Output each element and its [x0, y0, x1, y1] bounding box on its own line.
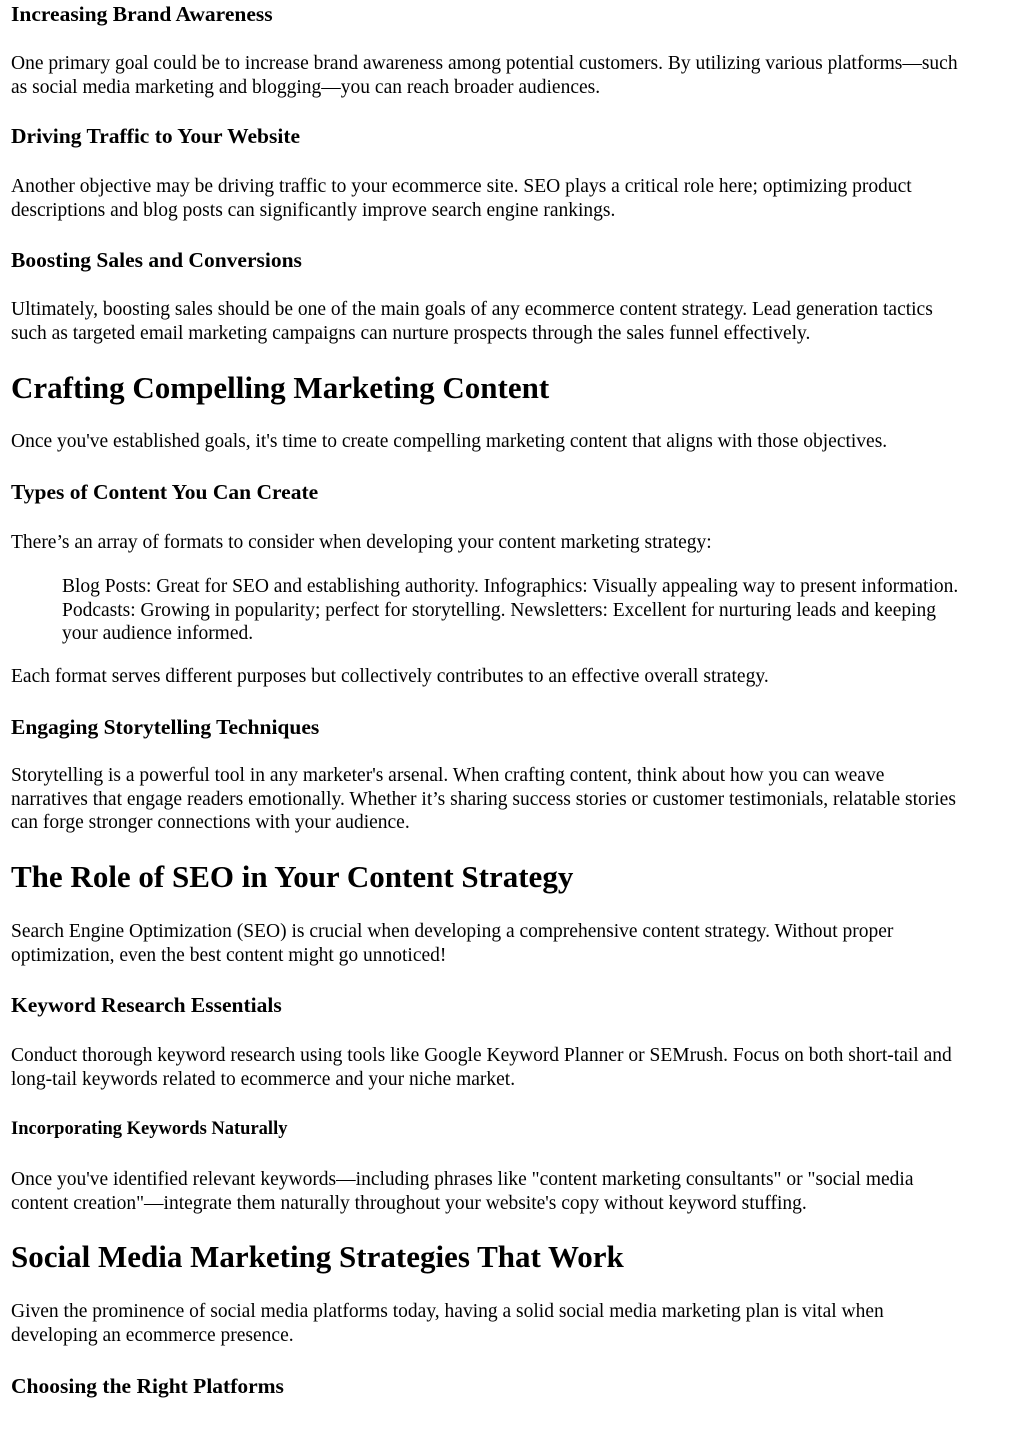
paragraph-line: Another objective may be driving traffic to your ecommerce site. SEO plays a critical role here; optimizing product — [11, 176, 912, 197]
paragraph-format-summary — [11, 665, 769, 689]
heading-driving-traffic: Driving Traffic to Your Website — [11, 124, 301, 148]
paragraph-boosting-sales — [11, 298, 933, 345]
paragraph-line: narratives that engage readers emotionally. Whether it’s sharing success stories or customer testimonials, relatable stories — [11, 788, 956, 810]
blockquote-line: your audience informed. — [62, 623, 254, 644]
heading-boosting-sales: Boosting Sales and Conversions — [11, 248, 302, 272]
paragraph-line: Each format serves different purposes but collectively contributes to an effective overall strategy. — [11, 666, 769, 687]
heading-crafting-compelling-content: Crafting Compelling Marketing Content — [11, 370, 550, 405]
heading-social-media-strategies: Social Media Marketing Strategies That Work — [11, 1239, 624, 1274]
heading-choosing-platforms: Choosing the Right Platforms — [11, 1374, 284, 1398]
blockquote-line: Podcasts: Growing in popularity; perfect for storytelling. Newsletters: Excellent for nurturing leads and keeping — [62, 599, 937, 621]
heading-increasing-brand-awareness: Increasing Brand Awareness — [11, 2, 273, 26]
paragraph-line: optimization, even the best content might go unnoticed! — [11, 944, 447, 966]
paragraph-line: Given the prominence of social media platforms today, having a solid social media marketing plan is vital when — [11, 1301, 884, 1322]
paragraph-line: Storytelling is a powerful tool in any marketer's arsenal. When crafting content, think about how you can weave — [11, 765, 885, 786]
heading-types-of-content: Types of Content You Can Create — [11, 480, 319, 504]
paragraph-line: Ultimately, boosting sales should be one of the main goals of any ecommerce content strategy. Lead generation tactics — [11, 299, 933, 320]
paragraph-storytelling — [11, 764, 956, 835]
paragraph-line: Conduct thorough keyword research using tools like Google Keyword Planner or SEMrush. Focus on both short-tail and — [11, 1045, 952, 1066]
content-formats-blockquote — [62, 575, 958, 646]
paragraph-incorporating-keywords — [11, 1168, 913, 1215]
paragraph-crafting-content — [11, 430, 887, 454]
paragraph-role-of-seo — [11, 920, 893, 967]
heading-role-of-seo: The Role of SEO in Your Content Strategy — [11, 859, 574, 894]
paragraph-types-of-content — [11, 531, 712, 555]
paragraph-line: Once you've identified relevant keywords—including phrases like "content marketing consultants" or "social media — [11, 1169, 914, 1190]
paragraph-brand-awareness — [11, 52, 958, 99]
heading-keyword-research: Keyword Research Essentials — [11, 993, 282, 1017]
paragraph-driving-traffic — [11, 175, 912, 222]
paragraph-line: as social media marketing and blogging—you can reach broader audiences. — [11, 76, 601, 98]
paragraph-line: Once you've established goals, it's time to create compelling marketing content that aligns with those objectives. — [11, 431, 888, 452]
paragraph-social-media — [11, 1300, 884, 1347]
paragraph-line: content creation"—integrate them naturally throughout your website's copy without keyword stuffing. — [11, 1192, 807, 1214]
heading-incorporating-keywords: Incorporating Keywords Naturally — [11, 1119, 288, 1139]
paragraph-line: Search Engine Optimization (SEO) is crucial when developing a comprehensive content strategy. Without proper — [11, 921, 894, 942]
paragraph-line: long-tail keywords related to ecommerce and your niche market. — [11, 1068, 516, 1090]
heading-storytelling-techniques: Engaging Storytelling Techniques — [11, 715, 320, 739]
blockquote-line: Blog Posts: Great for SEO and establishing authority. Infographics: Visually appealing way to present information. — [62, 576, 959, 597]
paragraph-line: One primary goal could be to increase brand awareness among potential customers. By utilizing various platforms—such — [11, 53, 958, 74]
paragraph-line: can forge stronger connections with your audience. — [11, 812, 410, 833]
paragraph-line: such as targeted email marketing campaigns can nurture prospects through the sales funnel effectively. — [11, 322, 811, 344]
paragraph-line: There’s an array of formats to consider when developing your content marketing strategy: — [11, 532, 712, 553]
paragraph-keyword-research — [11, 1044, 952, 1091]
paragraph-line: descriptions and blog posts can significantly improve search engine rankings. — [11, 199, 616, 221]
paragraph-line: developing an ecommerce presence. — [11, 1324, 294, 1346]
